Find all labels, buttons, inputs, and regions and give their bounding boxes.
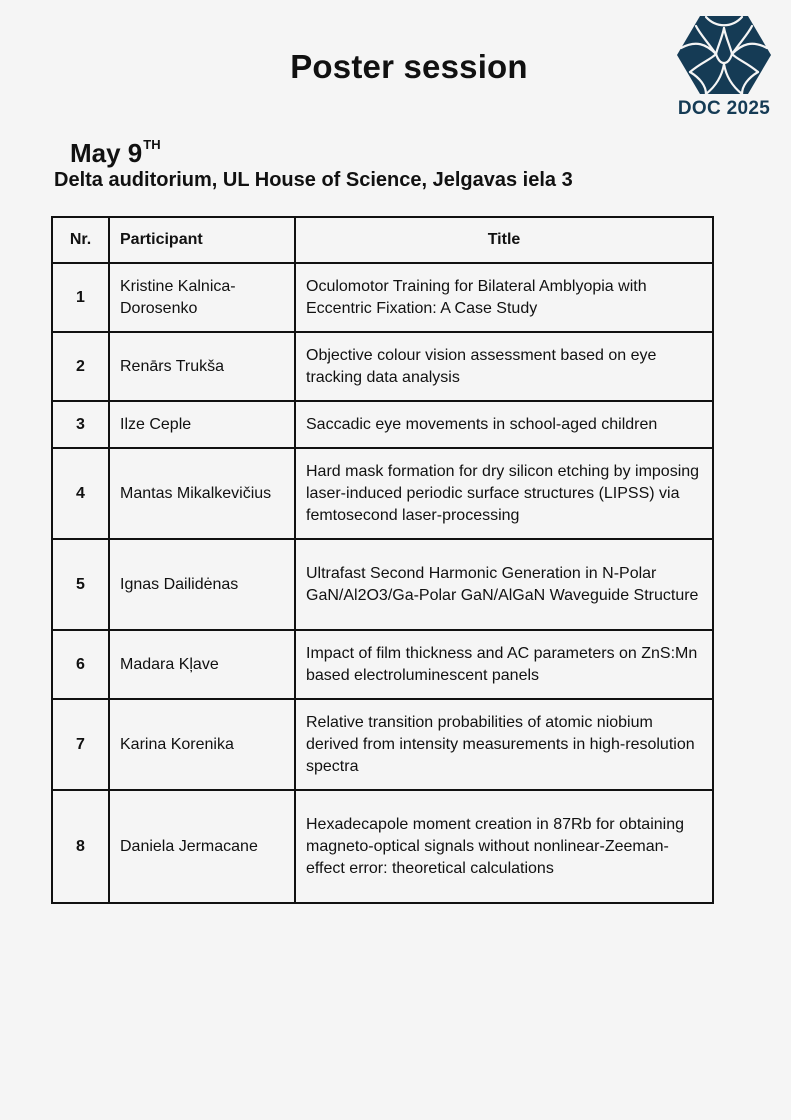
row-title: Hexadecapole moment creation in 87Rb for obtaining magneto-optical signals without nonlinear-Zeeman-effect error: theoretical calculations: [295, 790, 713, 903]
row-nr: 2: [52, 332, 109, 401]
table-header-row: [52, 217, 713, 263]
table-row: [52, 699, 713, 790]
event-date-main: May 9: [70, 138, 143, 168]
logo: [672, 14, 776, 120]
table-row: [52, 332, 713, 401]
row-nr: 5: [52, 539, 109, 630]
event-venue: Delta auditorium, UL House of Science, Jelgavas iela 3: [54, 169, 573, 191]
row-nr: 6: [52, 630, 109, 699]
table-row: [52, 790, 713, 903]
table-row: [52, 539, 713, 630]
header-participant: Participant: [109, 217, 295, 263]
poster-table: [51, 216, 714, 904]
row-title: Impact of film thickness and AC parameters on ZnS:Mn based electroluminescent panels: [295, 630, 713, 699]
event-date-suffix: TH: [143, 137, 161, 153]
table-row: [52, 401, 713, 448]
row-nr: 7: [52, 699, 109, 790]
row-participant: Kristine Kalnica-Dorosenko: [109, 263, 295, 332]
row-title: Saccadic eye movements in school-aged children: [295, 401, 713, 448]
logo-text: DOC 2025: [677, 98, 771, 119]
page-title: Poster session: [290, 48, 528, 85]
row-nr: 3: [52, 401, 109, 448]
row-participant: Ilze Ceple: [109, 401, 295, 448]
row-participant: Daniela Jermacane: [109, 790, 295, 903]
row-participant: Madara Kļave: [109, 630, 295, 699]
hexagon-network-icon: [676, 14, 772, 96]
event-date: [70, 138, 161, 169]
header-nr: Nr.: [52, 217, 109, 263]
table-row: [52, 448, 713, 539]
row-title: Oculomotor Training for Bilateral Amblyopia with Eccentric Fixation: A Case Study: [295, 263, 713, 332]
row-participant: Karina Korenika: [109, 699, 295, 790]
row-title: Objective colour vision assessment based on eye tracking data analysis: [295, 332, 713, 401]
header-title: Title: [295, 217, 713, 263]
row-participant: Mantas Mikalkevičius: [109, 448, 295, 539]
row-title: Hard mask formation for dry silicon etching by imposing laser-induced periodic surface structures (LIPSS) via femtosecond laser-processing: [295, 448, 713, 539]
row-nr: 1: [52, 263, 109, 332]
row-participant: Ignas Dailidėnas: [109, 539, 295, 630]
row-title: Relative transition probabilities of atomic niobium derived from intensity measurements in high-resolution spectra: [295, 699, 713, 790]
row-title: Ultrafast Second Harmonic Generation in N-Polar GaN/Al2O3/Ga-Polar GaN/AlGaN Waveguide Structure: [295, 539, 713, 630]
table-row: [52, 630, 713, 699]
row-participant: Renārs Trukša: [109, 332, 295, 401]
row-nr: 4: [52, 448, 109, 539]
row-nr: 8: [52, 790, 109, 903]
table-row: [52, 263, 713, 332]
